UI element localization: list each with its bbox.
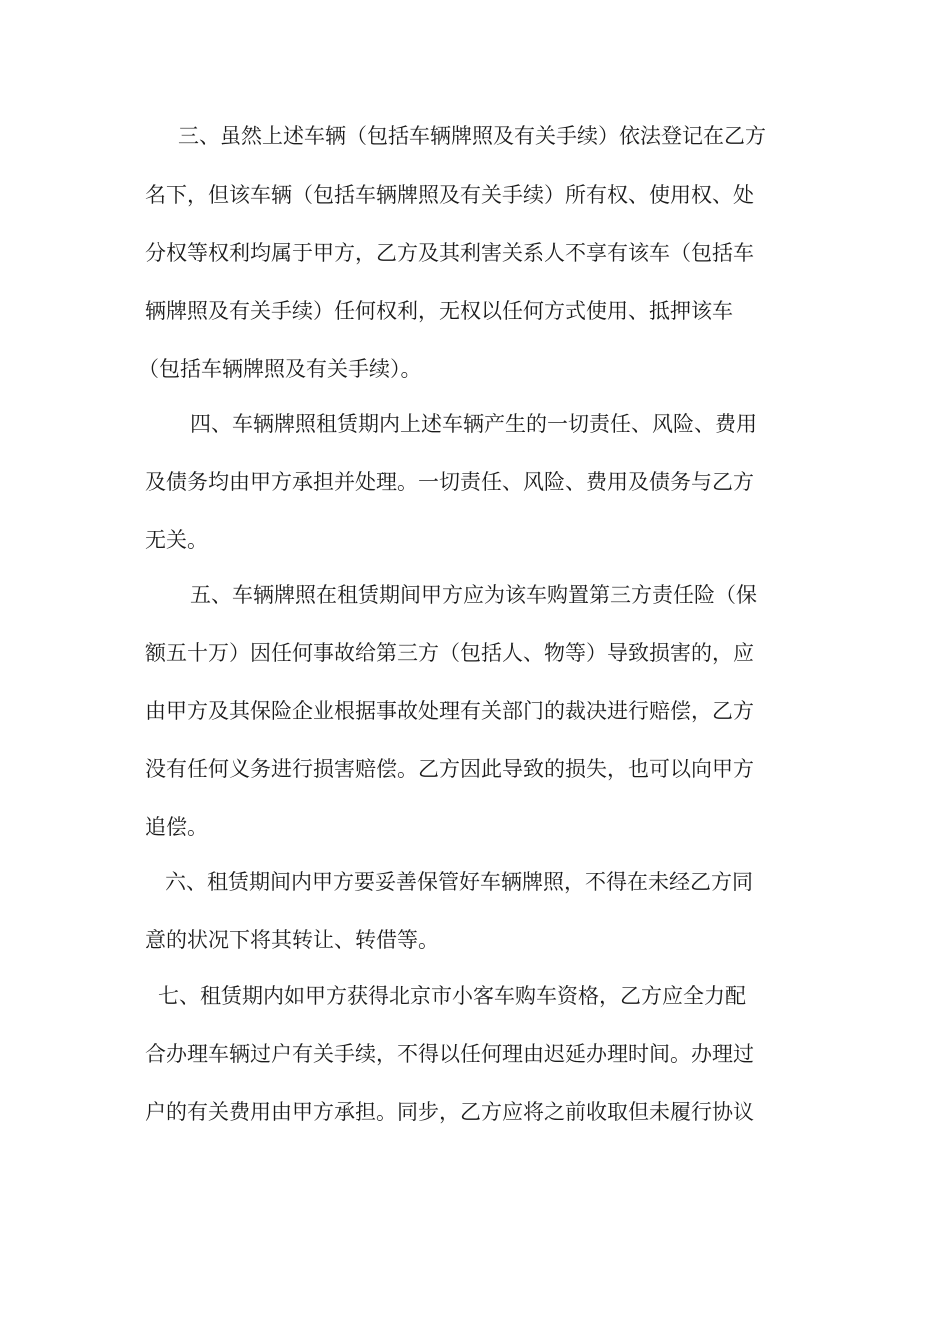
- clause-5-line-4: 没有任何义务进行损害赔偿。乙方因此导致的损失，也可以向甲方: [145, 757, 754, 781]
- clause-5-line-2: 额五十万）因任何事故给第三方（包括人、物等）导致损害的，应: [145, 641, 754, 665]
- clause-6-line-1: 六、租赁期间内甲方要妥善保管好车辆牌照，不得在未经乙方同: [165, 870, 753, 894]
- clause-3-line-4: 辆牌照及有关手续）任何权利，无权以任何方式使用、抵押该车: [145, 299, 733, 323]
- clause-7-line-2: 合办理车辆过户有关手续，不得以任何理由迟延办理时间。办理过: [145, 1042, 754, 1066]
- clause-4-line-1: 四、车辆牌照租赁期内上述车辆产生的一切责任、风险、费用: [190, 412, 757, 436]
- clause-7-line-3: 户的有关费用由甲方承担。同步，乙方应将之前收取但未履行协议: [145, 1100, 754, 1124]
- clause-4-line-2: 及债务均由甲方承担并处理。一切责任、风险、费用及债务与乙方: [145, 470, 754, 494]
- clause-3-line-1: 三、虽然上述车辆（包括车辆牌照及有关手续）依法登记在乙方: [178, 124, 766, 148]
- clause-7-line-1: 七、租赁期内如甲方获得北京市小客车购车资格，乙方应全力配: [158, 984, 746, 1008]
- clause-5-line-5: 追偿。: [145, 815, 208, 839]
- clause-6-line-2: 意的状况下将其转让、转借等。: [145, 928, 439, 952]
- clause-3-line-5: （包括车辆牌照及有关手续）。: [138, 357, 422, 381]
- clause-5-line-1: 五、车辆牌照在租赁期间甲方应为该车购置第三方责任险（保: [190, 583, 757, 607]
- clause-3-line-3: 分权等权利均属于甲方，乙方及其利害关系人不享有该车（包括车: [145, 241, 754, 265]
- clause-3-line-2: 名下，但该车辆（包括车辆牌照及有关手续）所有权、使用权、处: [145, 183, 754, 207]
- clause-4-line-3: 无关。: [145, 528, 208, 552]
- clause-5-line-3: 由甲方及其保险企业根据事故处理有关部门的裁决进行赔偿，乙方: [145, 699, 754, 723]
